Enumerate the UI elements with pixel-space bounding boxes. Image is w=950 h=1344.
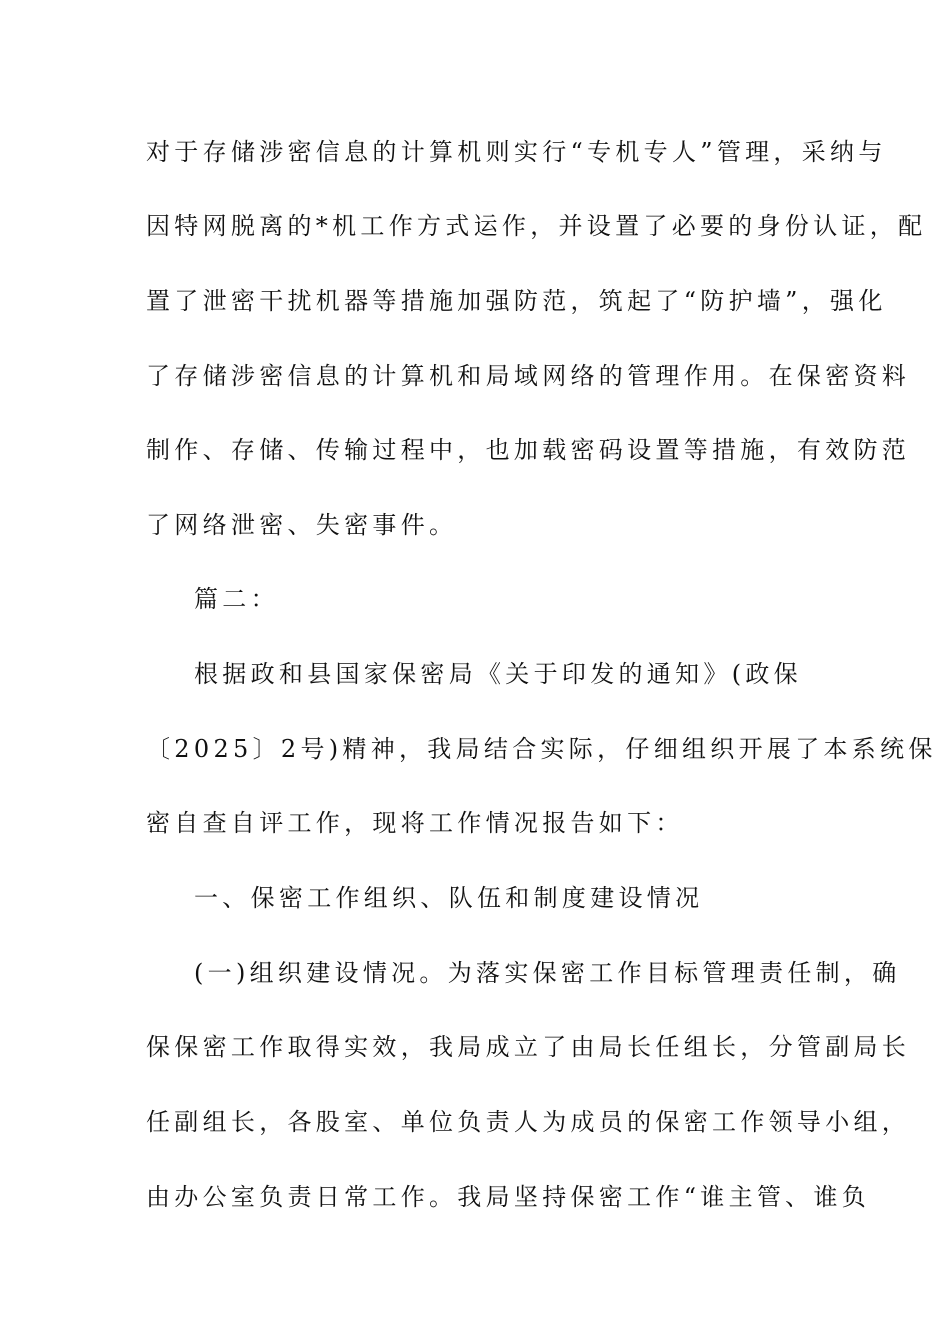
- text-line: 由办公室负责日常工作。我局坚持保密工作“谁主管、谁负: [146, 1183, 871, 1211]
- section-heading: 一、保密工作组织、队伍和制度建设情况: [194, 884, 704, 912]
- text-line: 置了泄密干扰机器等措施加强防范，筑起了“防护墙”，强化: [146, 287, 887, 315]
- text-line: 制作、存储、传输过程中，也加载密码设置等措施，有效防范: [146, 436, 911, 464]
- text-line: 保保密工作取得实效，我局成立了由局长任组长，分管副局长: [146, 1033, 911, 1061]
- text-line: 了存储涉密信息的计算机和局域网络的管理作用。在保密资料: [146, 362, 911, 390]
- text-line: 任副组长，各股室、单位负责人为成员的保密工作领导小组，: [146, 1108, 911, 1136]
- text-line: 了网络泄密、失密事件。: [146, 511, 458, 539]
- text-line: (一)组织建设情况。为落实保密工作目标管理责任制，确: [194, 959, 901, 987]
- text-line: 因特网脱离的*机工作方式运作，并设置了必要的身份认证，配: [146, 212, 927, 240]
- text-line: 对于存储涉密信息的计算机则实行“专机专人”管理，采纳与: [146, 138, 887, 166]
- text-line: 密自查自评工作，现将工作情况报告如下：: [146, 809, 684, 837]
- text-line: 〔2025〕2号)精神，我局结合实际，仔细组织开展了本系统保: [146, 735, 937, 763]
- section-heading: 篇二：: [194, 585, 279, 613]
- text-line: 根据政和县国家保密局《关于印发的通知》(政保: [194, 660, 802, 688]
